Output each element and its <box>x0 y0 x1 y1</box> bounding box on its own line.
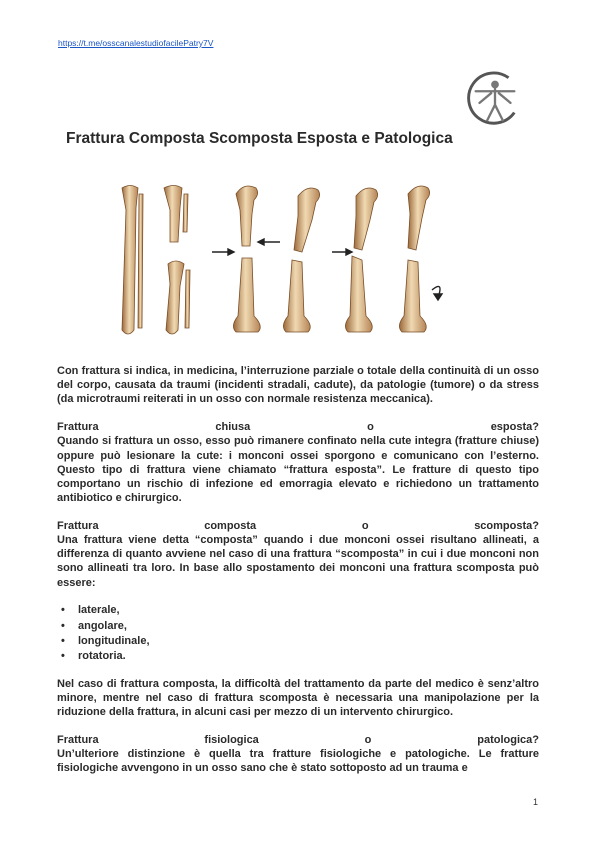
tibia-2-top <box>164 186 182 243</box>
femur-4-bottom <box>399 260 426 332</box>
section-paragraph: Quando si frattura un osso, esso può rimanere confinato nella cute integra (fratture chiuse) oppure può lesionare la cute: i monconi ossei sporgono e comunicano con l’esterno. Questo tipo di frattura viene chiamato “frattura esposta”. Le fratture di questo tipo comportano un rischio di infezione ed emorragia elevato e richiedono un trattamento antibiotico e chirurgico. <box>57 435 539 505</box>
telegram-link[interactable]: https://t.me/osscanalestudiofacilePatry7V <box>58 38 214 48</box>
section-chiusa-esposta <box>57 420 539 505</box>
page-number: 1 <box>533 797 539 807</box>
tibia-3 <box>166 261 184 334</box>
list-item: • angolare, <box>57 619 539 633</box>
list-item: • laterale, <box>57 603 539 617</box>
femur-1-top <box>236 186 258 246</box>
femur-3-bottom <box>345 256 372 332</box>
section-paragraph: Un’ulteriore distinzione è quella tra fratture fisiologiche e patologiche. Le fratture fisiologiche avvengono in un osso sano che è stato sottoposto ad un trauma e <box>57 747 539 775</box>
question-line: Frattura chiusa o esposta? <box>57 421 539 434</box>
tibia-1 <box>122 186 138 335</box>
question-line: Frattura fisiologica o patologica? <box>57 733 539 746</box>
bone-fracture-illustration <box>112 180 482 342</box>
section-fisiologica-patologica <box>57 733 539 776</box>
femur-2-top <box>294 188 320 252</box>
section-composta-scomposta <box>57 519 539 663</box>
document-body <box>57 364 539 789</box>
vitruvian-logo <box>466 70 524 128</box>
femur-1-bottom <box>233 258 260 332</box>
list-item: • longitudinale, <box>57 634 539 648</box>
list-item: • rotatoria. <box>57 649 539 663</box>
question-line: Frattura composta o scomposta? <box>57 519 539 532</box>
fibula-2-top <box>183 194 188 232</box>
fibula-1 <box>138 194 143 328</box>
fibula-3 <box>185 270 190 328</box>
treatment-paragraph: Nel caso di frattura composta, la difficoltà del trattamento da parte del medico è senz’altro minore, mentre nel caso di frattura scomposta è necessaria una manipolazione per la riduzione della frattura, in alcuni casi per mezzo di un intervento chirurgico. <box>57 677 539 719</box>
intro-paragraph: Con frattura si indica, in medicina, l’interruzione parziale o totale della continuità di un osso del corpo, causata da traumi (incidenti stradali, cadute), da patologie (tumore) o da stress (da microtraumi reiterati in un osso con normale resistenza meccanica). <box>57 365 539 406</box>
femur-2-bottom <box>283 260 310 332</box>
document-title: Frattura Composta Scomposta Esposta e Patologica <box>66 130 453 147</box>
displacement-list <box>57 603 539 663</box>
section-paragraph: Una frattura viene detta “composta” quando i due monconi ossei risultano allineati, a differenza di quanto avviene nel caso di una frattura “scomposta” in cui i due monconi non sono allineati tra loro. In base allo spostamento dei monconi una frattura scomposta può essere: <box>57 534 539 589</box>
femur-3-top <box>354 188 378 250</box>
femur-4-top <box>408 186 430 250</box>
